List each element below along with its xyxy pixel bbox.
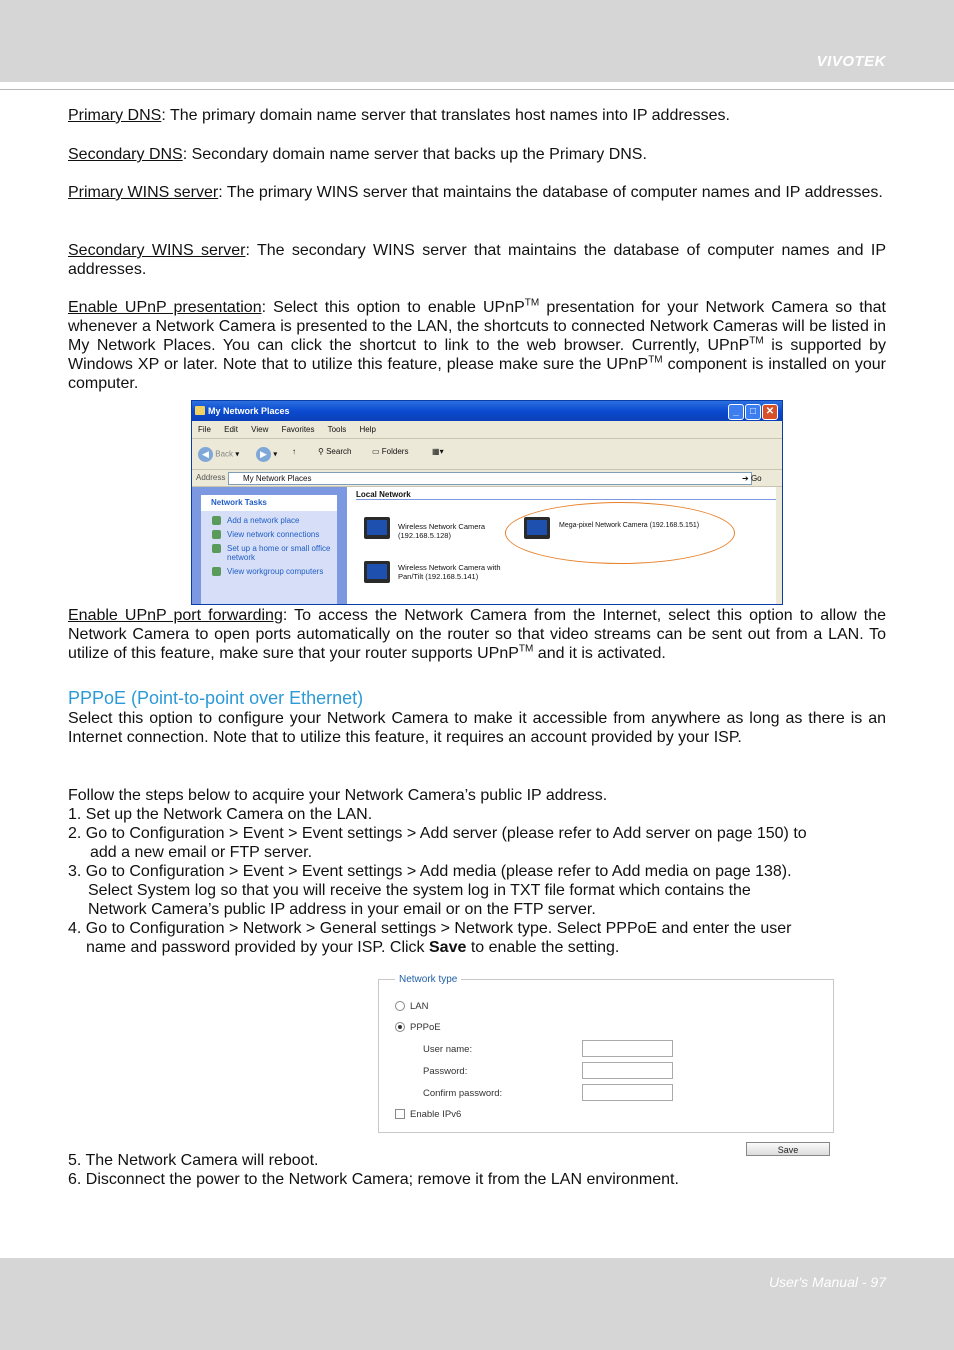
step-3-cont: Select System log so that you will receive the system log in TXT file format which contains the bbox=[88, 882, 751, 899]
search-label: Search bbox=[326, 447, 352, 456]
ipv6-checkbox[interactable] bbox=[395, 1109, 405, 1119]
step-2-cont: add a new email or FTP server. bbox=[90, 844, 313, 861]
task-label: Add a network place bbox=[227, 516, 300, 525]
text-segment: : Select this option to enable UPnP bbox=[261, 299, 525, 316]
menu-tools[interactable]: Tools bbox=[327, 425, 347, 434]
menu-file[interactable]: File bbox=[198, 425, 211, 434]
def-secondary-dns bbox=[68, 145, 886, 164]
pppoe-option[interactable] bbox=[395, 1022, 441, 1033]
workgroup-icon bbox=[212, 567, 221, 576]
group-heading: Local Network bbox=[356, 490, 411, 499]
tm-mark: TM bbox=[749, 335, 764, 347]
def-term: Primary DNS bbox=[68, 107, 162, 124]
folders-button[interactable] bbox=[372, 447, 408, 456]
password-input[interactable] bbox=[582, 1062, 673, 1079]
def-term: Primary WINS server bbox=[68, 184, 219, 201]
home-network-icon bbox=[212, 544, 221, 553]
device-item[interactable]: Mega-pixel Network Camera (192.168.5.151) bbox=[559, 522, 700, 529]
my-network-places-window bbox=[191, 400, 783, 605]
pppoe-intro: Select this option to configure your Network Camera to make it accessible from anywhere as long as there is an Internet connection. Note that to utilize this feature, it requires an account provided by your ISP. bbox=[68, 710, 886, 746]
network-tasks-title: Network Tasks bbox=[201, 495, 337, 511]
menu-favorites[interactable]: Favorites bbox=[281, 425, 315, 434]
steps-list-end bbox=[68, 1151, 886, 1189]
task-label: Set up a home or small office network bbox=[227, 544, 331, 562]
step-2: 2. Go to Configuration > Event > Event settings > Add server (please refer to Add server on page 150) to bbox=[68, 825, 807, 842]
folder-icon bbox=[195, 406, 205, 415]
tm-mark: TM bbox=[524, 297, 540, 309]
menu-view[interactable]: View bbox=[251, 425, 269, 434]
confirm-password-label: Confirm password: bbox=[423, 1088, 503, 1099]
up-folder-icon[interactable]: ↑ bbox=[292, 447, 296, 456]
task-view-connections[interactable] bbox=[201, 530, 337, 539]
user-name-label: User name: bbox=[423, 1044, 473, 1055]
def-primary-wins bbox=[68, 183, 886, 202]
page-number: User's Manual - 97 bbox=[768, 1274, 886, 1290]
lan-option[interactable] bbox=[395, 1001, 428, 1012]
step-6: 6. Disconnect the power to the Network Camera; remove it from the LAN environment. bbox=[68, 1171, 679, 1188]
menu-edit[interactable]: Edit bbox=[224, 425, 238, 434]
address-field[interactable]: My Network Places bbox=[228, 472, 752, 485]
menu-help[interactable]: Help bbox=[359, 425, 376, 434]
enable-ipv6-option[interactable] bbox=[395, 1109, 461, 1120]
connections-icon bbox=[212, 530, 221, 539]
def-term: Secondary DNS bbox=[68, 146, 183, 163]
def-text: : The primary WINS server that maintains the database of computer names and IP addresses. bbox=[218, 184, 883, 201]
section-heading: PPPoE (Point-to-point over Ethernet) bbox=[68, 688, 364, 708]
step-3-cont2: Network Camera’s public IP address in your email or on the FTP server. bbox=[88, 901, 596, 918]
minimize-icon[interactable]: _ bbox=[728, 404, 744, 420]
network-tasks-panel bbox=[201, 495, 337, 605]
menu-bar bbox=[192, 421, 782, 439]
window-title: My Network Places bbox=[208, 406, 290, 416]
page-header bbox=[0, 0, 954, 82]
back-button[interactable]: ◀ Back ▾ bbox=[198, 447, 239, 462]
confirm-password-input[interactable] bbox=[582, 1084, 673, 1101]
text-segment: to enable the setting. bbox=[466, 939, 620, 956]
maximize-icon[interactable]: □ bbox=[745, 404, 761, 420]
address-bar bbox=[192, 470, 782, 487]
task-pane bbox=[192, 487, 347, 604]
device-item[interactable]: Wireless Network Camera with Pan/Tilt (192.168.5.141) bbox=[398, 563, 501, 581]
address-label: Address bbox=[196, 473, 226, 482]
forward-arrow-icon: ▶ bbox=[256, 447, 271, 462]
def-term: Secondary WINS server bbox=[68, 242, 246, 259]
folders-icon: ▭ bbox=[372, 447, 380, 456]
upnp-presentation-paragraph bbox=[68, 298, 886, 393]
def-primary-dns bbox=[68, 106, 886, 125]
text-segment: component is installed on your computer. bbox=[68, 356, 886, 392]
window-titlebar bbox=[192, 401, 782, 421]
steps-intro: Follow the steps below to acquire your Network Camera’s public IP address. bbox=[68, 787, 608, 804]
steps-list bbox=[68, 786, 886, 957]
tm-mark: TM bbox=[518, 643, 534, 655]
group-divider bbox=[356, 499, 776, 500]
def-term: Enable UPnP presentation bbox=[68, 299, 262, 316]
step-5: 5. The Network Camera will reboot. bbox=[68, 1152, 319, 1169]
user-name-input[interactable] bbox=[582, 1040, 673, 1057]
back-label: Back bbox=[215, 449, 234, 459]
go-label: Go bbox=[750, 474, 762, 483]
network-type-panel bbox=[378, 974, 834, 1133]
upnp-port-paragraph bbox=[68, 606, 886, 663]
forward-button[interactable]: ▶ ▾ bbox=[256, 447, 277, 462]
save-button[interactable]: Save bbox=[746, 1142, 830, 1156]
def-secondary-wins bbox=[68, 241, 886, 279]
def-term: Enable UPnP port forwarding bbox=[68, 607, 283, 624]
step-3: 3. Go to Configuration > Event > Event settings > Add media (please refer to Add media on page 138). bbox=[68, 863, 792, 880]
text-segment: name and password provided by your ISP. Click bbox=[86, 939, 429, 956]
scrollbar[interactable] bbox=[776, 487, 782, 604]
task-view-workgroup[interactable] bbox=[201, 567, 337, 576]
text-segment: and it is activated. bbox=[533, 645, 666, 662]
views-button[interactable]: ▦▾ bbox=[432, 447, 444, 456]
save-emphasis: Save bbox=[429, 939, 467, 956]
step-4-cont bbox=[68, 938, 886, 957]
step-1: 1. Set up the Network Camera on the LAN. bbox=[68, 806, 373, 823]
ipv6-label: Enable IPv6 bbox=[410, 1109, 462, 1120]
camera-monitor-icon bbox=[364, 517, 390, 539]
text-segment: is supported by Windows XP or later. Note that to utilize this feature, please make sure the UPnP bbox=[68, 337, 886, 373]
pppoe-label: PPPoE bbox=[410, 1022, 441, 1033]
task-label: View network connections bbox=[227, 530, 320, 539]
def-text: : The secondary WINS server that maintains the database of computer names and IP addresses. bbox=[68, 242, 886, 278]
tm-mark: TM bbox=[648, 354, 663, 366]
def-text: : The primary domain name server that translates host names into IP addresses. bbox=[161, 107, 730, 124]
header-divider bbox=[0, 89, 954, 90]
network-type-legend: Network type bbox=[395, 974, 461, 985]
page-footer bbox=[0, 1258, 954, 1350]
network-place-icon bbox=[212, 516, 221, 525]
highlight-ellipse bbox=[505, 502, 735, 564]
brand-logo: VIVOTEK bbox=[816, 53, 886, 70]
lan-label: LAN bbox=[410, 1001, 429, 1012]
task-label: View workgroup computers bbox=[227, 567, 324, 576]
toolbar bbox=[192, 439, 782, 470]
lan-radio[interactable] bbox=[395, 1001, 405, 1011]
pppoe-radio[interactable] bbox=[395, 1022, 405, 1032]
folders-label: Folders bbox=[381, 447, 409, 456]
search-icon: ⚲ bbox=[318, 447, 324, 456]
task-add-network-place[interactable] bbox=[201, 516, 337, 525]
device-item[interactable]: Wireless Network Camera (192.168.5.128) bbox=[398, 522, 486, 540]
password-label: Password: bbox=[423, 1066, 468, 1077]
search-button[interactable] bbox=[318, 447, 351, 456]
step-4: 4. Go to Configuration > Network > General settings > Network type. Select PPPoE and enter the user bbox=[68, 920, 792, 937]
back-arrow-icon: ◀ bbox=[198, 447, 213, 462]
text-segment: presentation for your Network Camera so that whenever a Network Camera is presented to the LAN, the shortcuts to connected Network Cameras will be listed in My Network Places. You can click the shortcut to link to the web browser. Currently, UPnP bbox=[68, 299, 886, 354]
camera-monitor-icon bbox=[364, 561, 390, 583]
close-icon[interactable]: ✕ bbox=[762, 404, 778, 420]
text-segment: : To access the Network Camera from the Internet, select this option to allow the Network Camera to open ports automatically on the router so that video streams can be sent out from a LAN. To utilize of this feature, make sure that your router supports UPnP bbox=[68, 607, 886, 662]
def-text: : Secondary domain name server that backs up the Primary DNS. bbox=[182, 146, 647, 163]
views-icon: ▦ bbox=[432, 447, 440, 456]
go-button[interactable]: ➔ Go bbox=[742, 474, 762, 483]
task-setup-home-network[interactable] bbox=[201, 544, 337, 562]
